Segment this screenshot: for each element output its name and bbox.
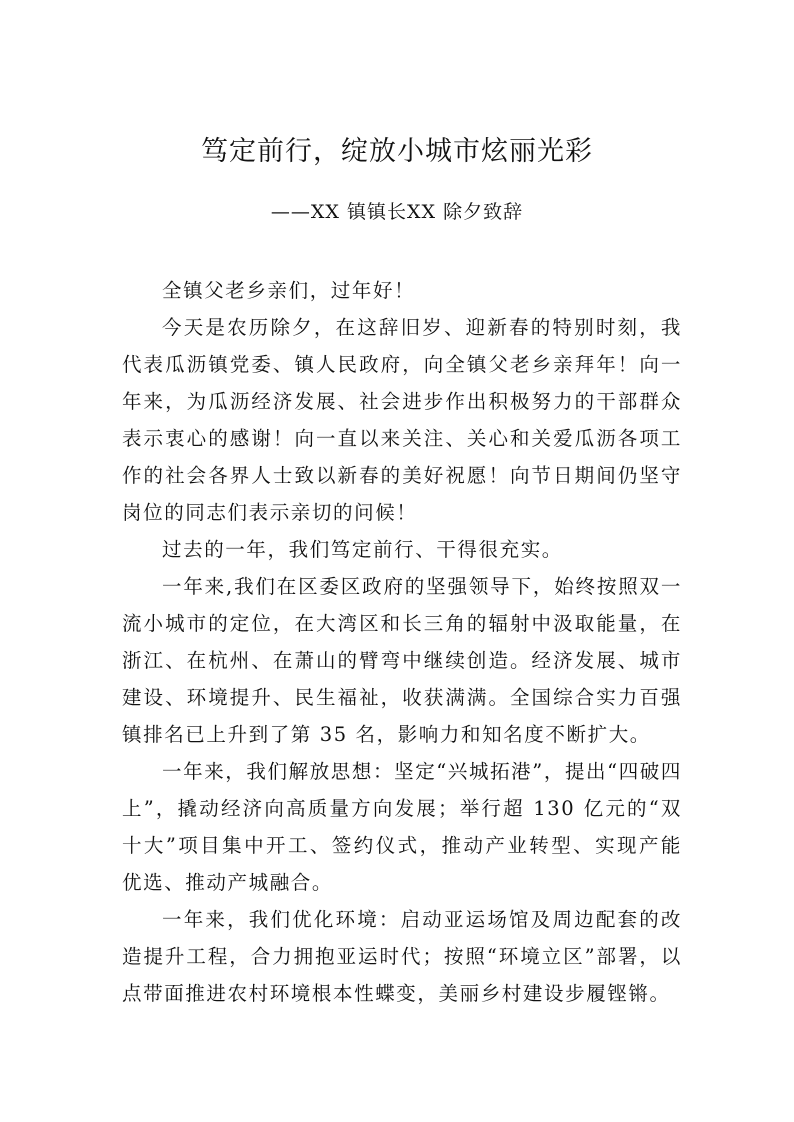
- paragraph-new-year-message: 今天是农历除夕，在这辞旧岁、迎新春的特别时刻，我代表瓜沥镇党委、镇人民政府，向全镇父老乡亲拜年！向一年来，为瓜沥经济发展、社会进步作出积极努力的干部群众表示衷心的感谢！向一直以来关注、关心和关爱瓜沥各项工作的社会各界人士致以新春的美好祝愿！向节日期间仍坚守岗位的同志们表示亲切的问候！: [122, 316, 682, 524]
- paragraph-greeting: 全镇父老乡亲们，过年好！: [162, 279, 416, 302]
- paragraph-leadership: 一年来,我们在区委区政府的坚强领导下，始终按照双一流小城市的定位，在大湾区和长三角的辐射中汲取能量，在浙江、在杭州、在萧山的臂弯中继续创造。经济发展、城市建设、环境提升、民生福祉，收获满满。全国综合实力百强镇排名已上升到了第 35 名，影响力和知名度不断扩大。: [122, 575, 682, 746]
- document-body: [122, 272, 682, 1012]
- paragraph-liberate-thinking: 一年来，我们解放思想：坚定“兴城拓港”，提出“四破四上”，撬动经济向高质量方向发展；举行超 130 亿元的“双十大”项目集中开工、签约仪式，推动产业转型、实现产能优选、推动产城融合。: [122, 760, 683, 894]
- document-subtitle: ——XX 镇镇长XX 除夕致辞: [270, 201, 524, 223]
- paragraph-optimize-environment: 一年来，我们优化环境：启动亚运场馆及周边配套的改造提升工程，合力拥抱亚运时代；按照“环境立区”部署，以点带面推进农村环境根本性蝶变，美丽乡村建设步履铿锵。: [122, 908, 682, 1005]
- paragraph-past-year: 过去的一年，我们笃定前行、干得很充实。: [162, 538, 563, 561]
- document-title: 笃定前行，绽放小城市炫丽光彩: [201, 136, 593, 167]
